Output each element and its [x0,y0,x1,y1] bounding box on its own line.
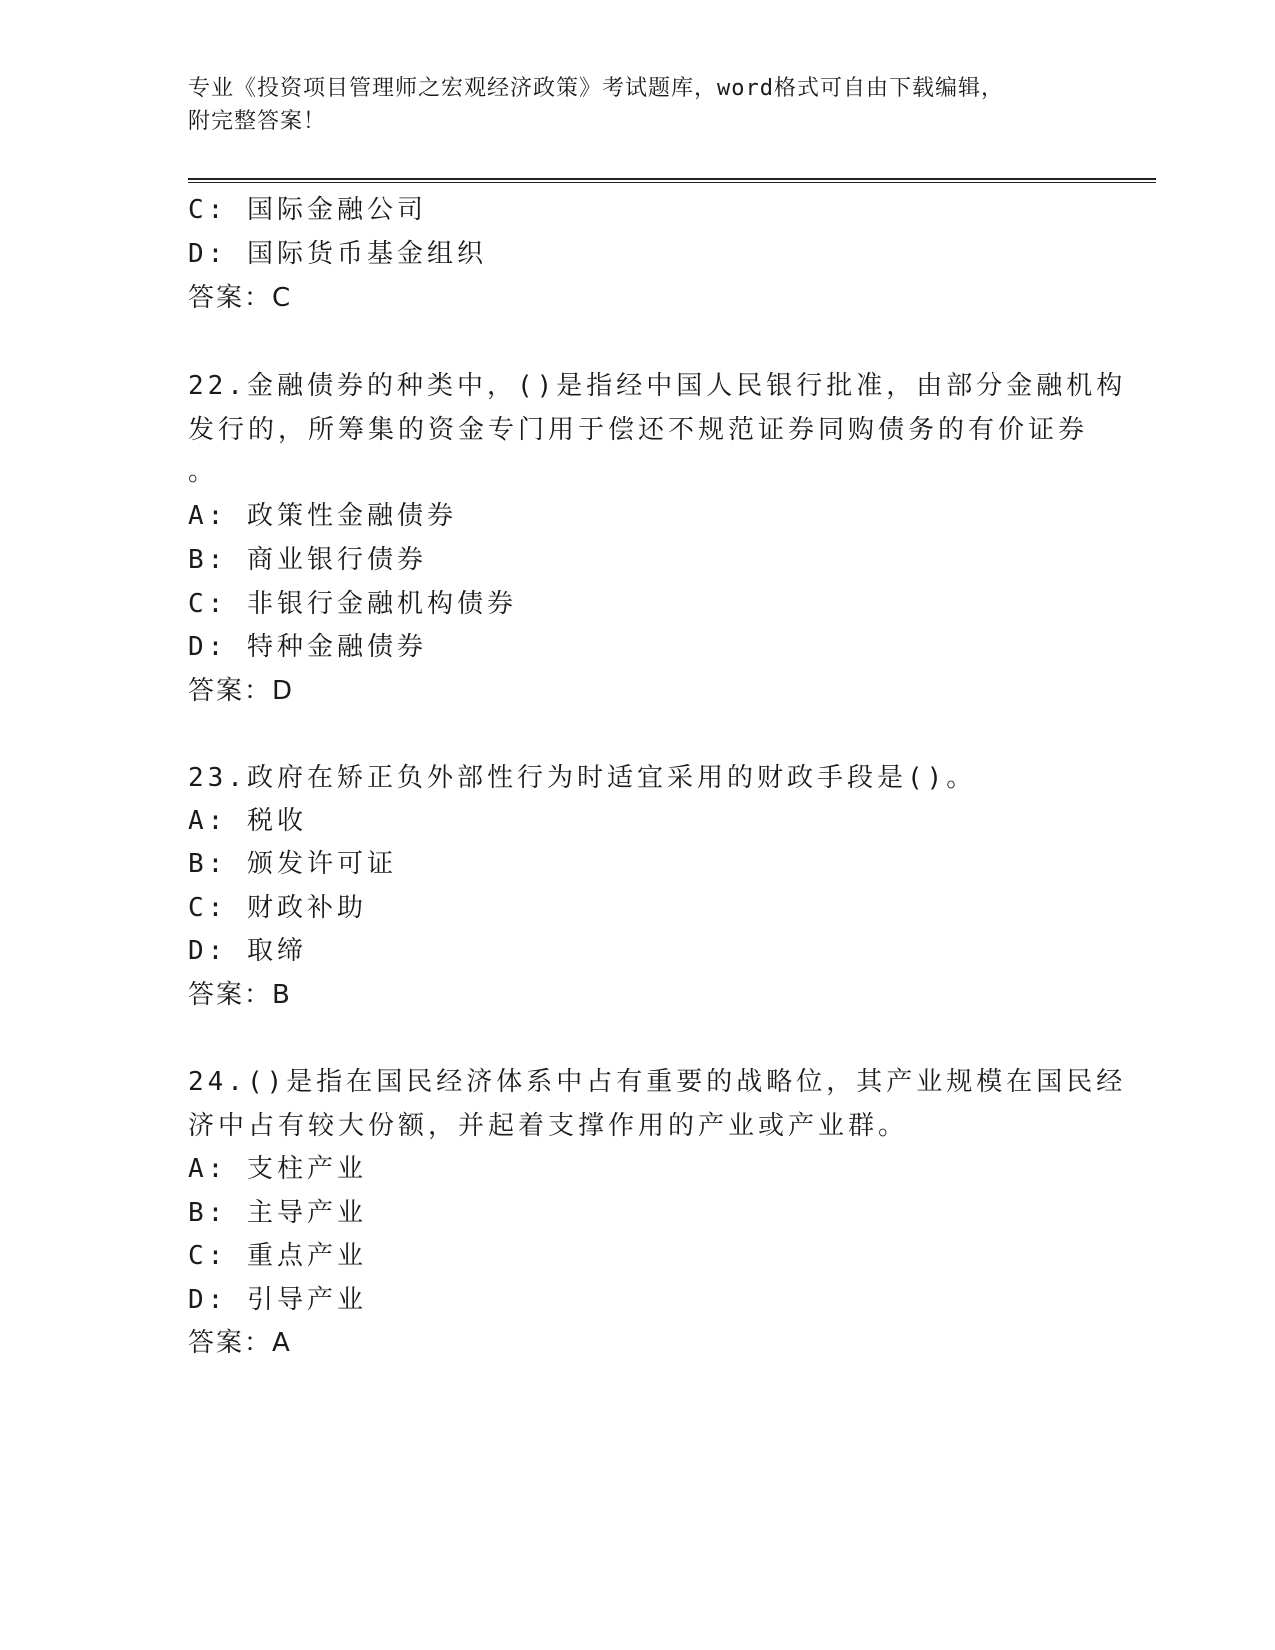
q23-stem-line-1: 23.政府在矫正负外部性行为时适宜采用的财政手段是()。 [188,763,977,793]
q24-option-a: A: 支柱产业 [188,1154,367,1184]
q22-option-c: C: 非银行金融机构债券 [188,589,517,619]
q24-option-c: C: 重点产业 [188,1241,367,1271]
q23-option-a: A: 税收 [188,806,307,836]
header-line-2: 附完整答案！ [188,109,327,134]
q22-stem-line-3: 。 [188,457,219,487]
document-header [188,72,1068,138]
q22-answer: 答案：D [188,676,295,706]
header-line-1: 专业《投资项目管理师之宏观经济政策》考试题库，word格式可自由下载编辑， [188,76,1004,101]
q22-stem-line-2: 发行的，所筹集的资金专门用于偿还不规范证券同购债务的有价证券 [188,415,1089,445]
q23-option-c: C: 财政补助 [188,893,367,923]
q24-stem-line-2: 济中占有较大份额，并起着支撑作用的产业或产业群。 [188,1111,909,1141]
q22-option-b: B: 商业银行债券 [188,545,427,575]
prev-option-c: C: 国际金融公司 [188,195,427,225]
prev-answer: 答案：C [188,283,293,313]
q22-option-d: D: 特种金融债券 [188,632,427,662]
q24-answer: 答案：A [188,1328,292,1358]
header-divider [188,178,1156,183]
q24-option-b: B: 主导产业 [188,1198,367,1228]
q23-option-b: B: 颁发许可证 [188,849,397,879]
q24-stem-line-1: 24.()是指在国民经济体系中占有重要的战略位，其产业规模在国民经 [188,1067,1127,1097]
prev-option-d: D: 国际货币基金组织 [188,239,487,269]
q24-option-d: D: 引导产业 [188,1285,367,1315]
q22-option-a: A: 政策性金融债券 [188,501,457,531]
q23-option-d: D: 取缔 [188,936,307,966]
q23-answer: 答案：B [188,980,292,1010]
q22-stem-line-1: 22.金融债券的种类中，()是指经中国人民银行批准，由部分金融机构 [188,371,1127,401]
